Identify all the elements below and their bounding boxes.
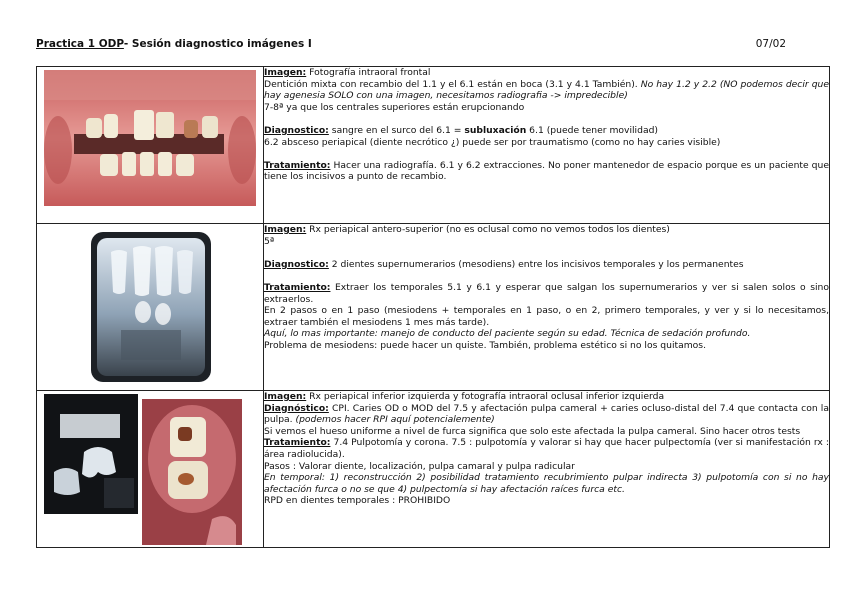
treatment-text: Extraer los temporales 5.1 y 6.1 y esperar que salgan los supernumerarios y ver si salen solos o sino extraerlos.: [264, 281, 829, 305]
image-cell: [37, 224, 264, 391]
treatment-text: Hacer una radiografía. 6.1 y 6.2 extracciones. No poner mantenedor de espacio porque es un paciente que tiene los incisivos a punto de recambio.: [264, 159, 829, 183]
periapical-xray: [91, 232, 211, 382]
intraoral-frontal-photo: [44, 70, 256, 206]
image-text: Rx periapical antero-superior (no es oclusal como no vemos todos los dientes): [306, 224, 670, 235]
table-row: [37, 224, 830, 391]
occlusal-intraoral-photo: [142, 399, 242, 545]
image-text: Fotografía intraoral frontal: [306, 67, 431, 78]
diagnosis-note: (podemos hacer RPI aquí potencialemente): [292, 414, 495, 426]
image-label: Imagen:: [264, 224, 307, 235]
page-header: [36, 38, 796, 54]
diagnosis-label: Diagnóstico:: [264, 402, 329, 414]
header-date: 07/02: [755, 38, 786, 50]
diagnosis-text: CPI. Caries OD o MOD del 7.5 y afectación pulpa cameral + caries ocluso-distal del 7.4 que contacta con la pulpa.: [264, 402, 829, 426]
description-note: No hay 1.2 y 2.2 (NO podemos decir que hay agenesia SOLO con una imagen, necesitamos radiografia -> impredecible): [264, 78, 830, 102]
diagnosis-table: [36, 66, 830, 548]
diagnosis-bold: subluxación: [464, 124, 527, 136]
diagnosis-line: 6.2 absceso periapical (diente necrótico ¿) puede ser por traumatismo (como no hay caries visible): [264, 136, 721, 148]
image-cell: [37, 391, 264, 548]
image-text: Rx periapical inferior izquierda y fotografía intraoral oclusal inferior izquierda: [306, 391, 665, 402]
diagnosis-text-end: 6.1 (puede tener movilidad): [526, 124, 658, 136]
image-cell: [37, 67, 264, 224]
treatment-note: Aquí, lo mas importante: manejo de conducto del paciente según su edad. Técnica de sedación profundo.: [264, 328, 751, 340]
diagnosis-text: 2 dientes supernumerarios (mesodiens) entre los incisivos temporales y los permanentes: [328, 258, 744, 270]
inferior-periapical-xray: [44, 394, 138, 514]
description-text: Dentición mixta con recambio del 1.1 y el 6.1 están en boca (3.1 y 4.1 También).: [264, 78, 638, 90]
image-label: Imagen:: [264, 391, 307, 402]
text-cell: [264, 224, 830, 391]
treatment-line: En 2 pasos o en 1 paso (mesiodens + temporales en 1 paso, o en 2, primero temporales, y ver y si lo necesitamos, extraer también el mesiodens 1 mes más tarde).: [264, 305, 829, 328]
diagnosis-line: Si vemos el hueso uniforme a nivel de furca significa que solo este afectada la pulpa cameral. Sino hacer otros tests: [264, 425, 801, 437]
treatment-label: Tratamiento:: [264, 159, 331, 171]
table-row: [37, 391, 830, 548]
header-title-rest: - Sesión diagnostico imágenes I: [123, 38, 312, 50]
diagnosis-label: Diagnostico:: [264, 258, 329, 270]
diagnosis-label: Diagnostico:: [264, 124, 329, 136]
treatment-line: Pasos : Valorar diente, localización, pulpa camaral y pulpa radicular: [264, 460, 575, 472]
treatment-label: Tratamiento:: [264, 437, 331, 449]
treatment-line: Problema de mesiodens: puede hacer un quiste. También, problema estético si no los quitamos.: [264, 339, 707, 351]
treatment-note: En temporal: 1) reconstrucción 2) posibilidad tratamiento recubrimiento pulpar indirecta 3) pulpotomía con si no hay afectación furca o no se que 4) pulpectomía si hay afectación raíces furca etc.: [264, 472, 829, 495]
table-row: [37, 67, 830, 224]
diagnosis-text: sangre en el surco del 6.1 =: [328, 124, 465, 136]
treatment-text: 7.4 Pulpotomía y corona. 7.5 : pulpotomía y valorar si hay que hacer pulpectomía (ver si manifestación rx : área radiolucida).: [264, 437, 829, 460]
text-cell: [264, 67, 830, 224]
header-title-prefix: Practica 1 ODP: [36, 38, 124, 50]
treatment-line: RPD en dientes temporales : PROHIBIDO: [264, 495, 451, 507]
age-text: 5ª: [264, 235, 275, 247]
text-cell: [264, 391, 830, 548]
image-label: Imagen:: [264, 67, 307, 78]
treatment-label: Tratamiento:: [264, 281, 331, 293]
age-text: 7-8ª ya que los centrales superiores están erupcionando: [264, 101, 525, 113]
